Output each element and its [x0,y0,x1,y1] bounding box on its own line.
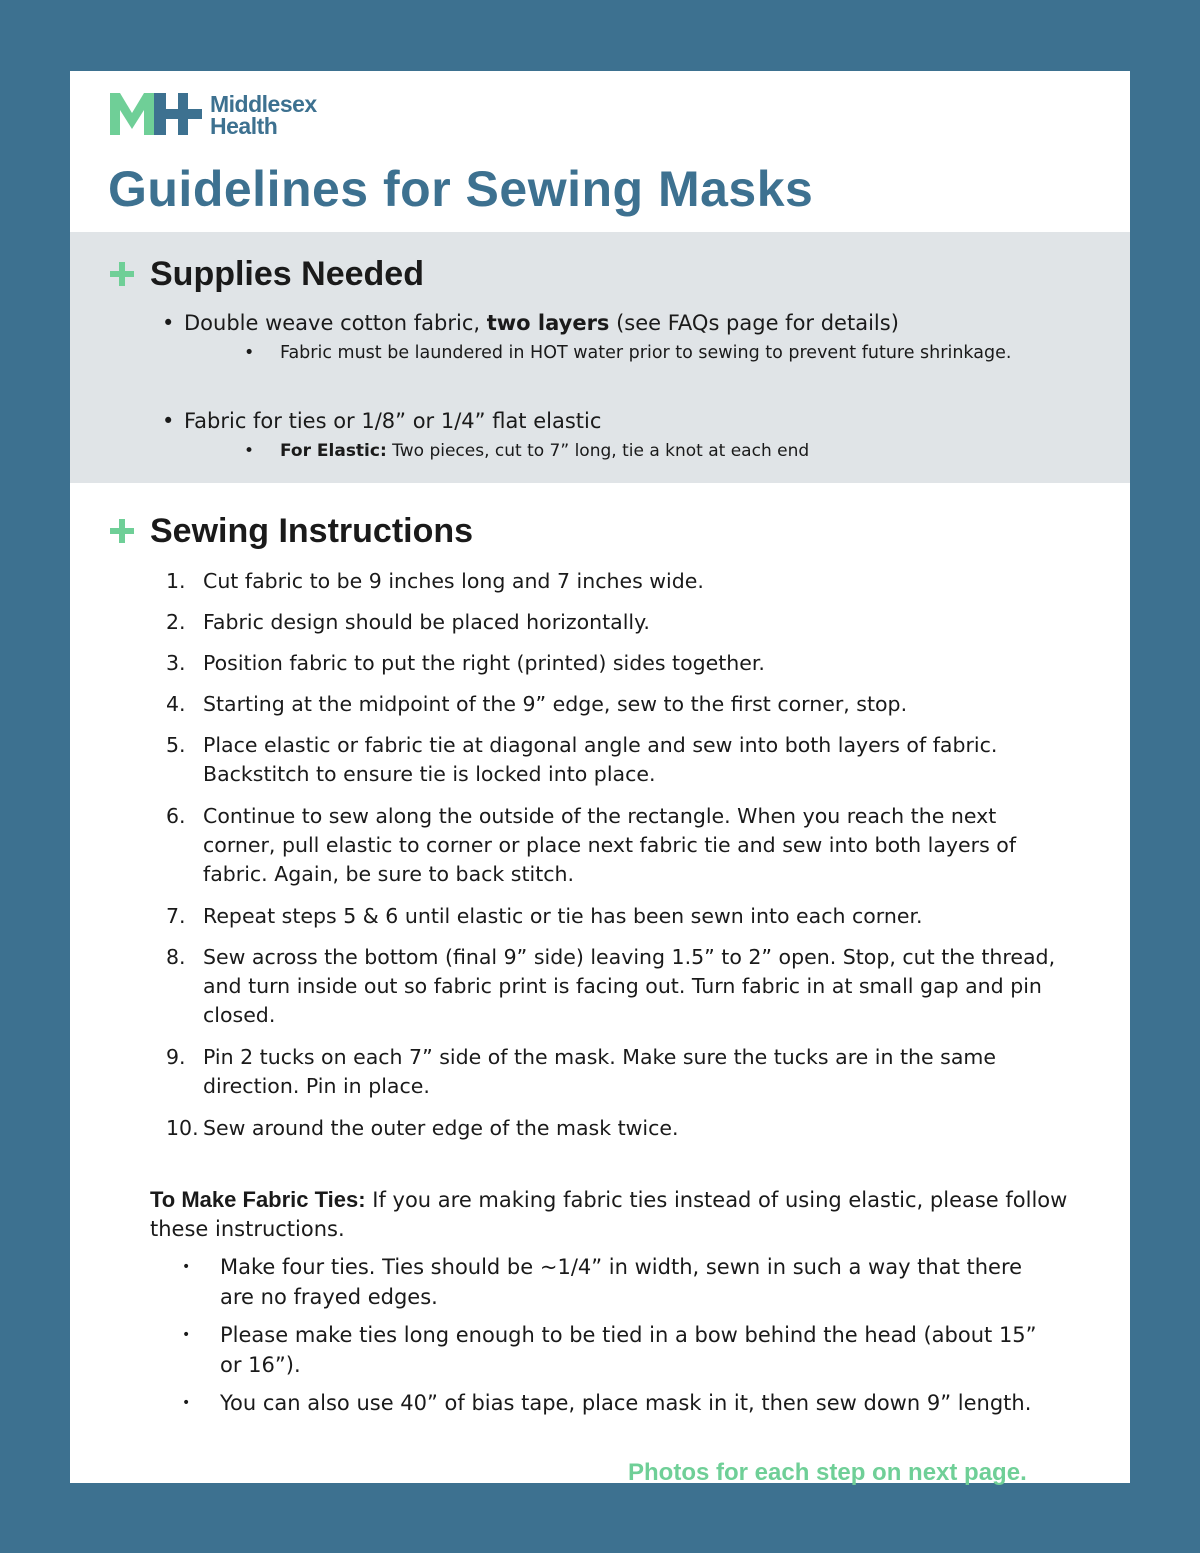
supply-launder-text: • Fabric must be laundered in HOT water prior to sewing to prevent future shrinkage. [280,343,1012,363]
plus-icon [110,519,134,543]
step-number: 5. [166,733,186,757]
step-item [166,649,1066,678]
fabric-ties-intro [150,1185,1070,1244]
logo-line-2: Health [210,113,278,139]
step-number: 9. [166,1045,186,1069]
step-text: Pin 2 tucks on each 7” side of the mask. Make sure the tucks are in the same direction. Pin in place. [203,1045,996,1098]
step-number: 1. [166,569,186,593]
tie-list-item [182,1388,1042,1418]
supplies-heading-text: Supplies Needed [150,255,424,293]
supply-fabric-prefix: Double weave cotton fabric, [184,311,487,335]
supply-subitem-launder [244,338,1044,368]
tie-item-text: • Make four ties. Ties should be ~1/4” in width, sewn in such a way that there are no frayed edges. [220,1255,1023,1309]
step-text: Sew across the bottom (final 9” side) leaving 1.5” to 2” open. Stop, cut the thread, and turn inside out so fabric print is facing out. Turn fabric in at small gap and pin closed. [203,945,1056,1027]
mh-plus-logo-icon [108,91,204,137]
step-text: Repeat steps 5 & 6 until elastic or tie has been sewn into each corner. [203,904,923,928]
step-item [166,1043,1066,1101]
supplies-panel [70,232,1130,483]
step-number: 2. [166,610,186,634]
supply-ties-text: Fabric for ties or 1/8” or 1/4” flat elastic [184,409,602,433]
tie-list-item [182,1252,1042,1312]
step-item [166,731,1056,789]
step-item [166,608,1066,637]
step-item [166,902,1066,931]
step-text: Fabric design should be placed horizontally. [203,610,650,634]
logo-line-1: Middlesex [210,91,317,117]
tie-item-text: • Please make ties long enough to be tied in a bow behind the head (about 15” or 16”). [220,1323,1037,1377]
step-number: 3. [166,651,186,675]
fabric-ties-lead: To Make Fabric Ties: [150,1187,366,1212]
step-text: Cut fabric to be 9 inches long and 7 inches wide. [203,569,704,593]
plus-icon [110,262,134,286]
step-item [166,802,1066,889]
step-number: 6. [166,804,186,828]
logo-wordmark [210,93,317,137]
step-text: Sew around the outer edge of the mask twice. [203,1116,679,1140]
step-item [166,567,1066,596]
step-item [166,1114,1066,1143]
instructions-heading-text: Sewing Instructions [150,512,474,550]
step-number: 8. [166,945,186,969]
step-text: Continue to sew along the outside of the rectangle. When you reach the next corner, pull elastic to corner or place next fabric tie and sew into both layers of fabric. Again, be sure to back stitch. [203,804,1017,886]
page-title: Guidelines for Sewing Masks [108,161,814,217]
elastic-text: Two pieces, cut to 7” long, tie a knot at each end [386,441,810,461]
tie-item-text: • You can also use 40” of bias tape, place mask in it, then sew down 9” length. [220,1391,1032,1415]
step-item [166,690,1066,719]
step-text: Position fabric to put the right (printed) sides together. [203,651,765,675]
step-number: 7. [166,904,186,928]
supply-fabric-bold: two layers [486,311,610,335]
elastic-label: For Elastic: [280,441,387,461]
tie-list-item [182,1320,1042,1380]
supply-subitem-elastic [244,436,1044,466]
document-page [70,71,1130,1483]
step-number: 4. [166,692,186,716]
step-item [166,943,1066,1030]
next-page-note: Photos for each step on next page. [628,1459,1027,1486]
supply-fabric-suffix: (see FAQs page for details) [609,311,899,335]
step-text: Starting at the midpoint of the 9” edge, sew to the first corner, stop. [203,692,908,716]
step-text: Place elastic or fabric tie at diagonal angle and sew into both layers of fabric. Backstitch to ensure tie is locked into place. [203,733,998,786]
fabric-ties-intro-text: If you are making fabric ties instead of using elastic, please follow these instructions. [150,1188,1068,1241]
step-number: 10. [166,1116,199,1140]
